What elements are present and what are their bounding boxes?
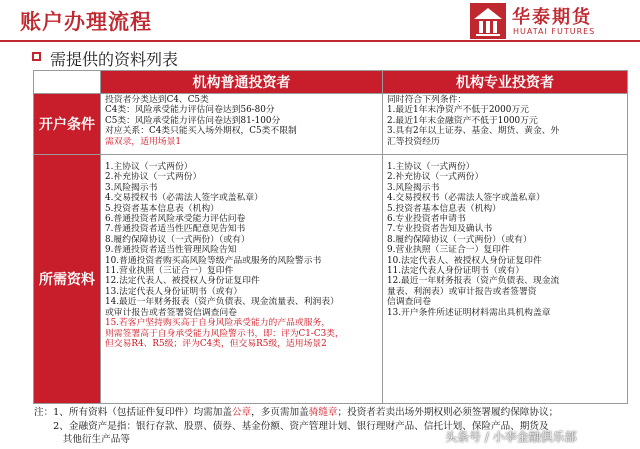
text-line: 8.履约保障协议（一式两份）（或有） xyxy=(105,234,250,245)
text-line: 4.交易授权书（必需法人签字或盖私章） xyxy=(387,193,545,204)
note-text: 2、金融资产是指：银行存款、股票、债券、基金份额、资产管理计划、银行理财产品、信托计划、保险产品、期货及 xyxy=(34,420,549,432)
text-line: 7.普通投资者适当性匹配意见告知书 xyxy=(105,224,246,235)
text-line: 3.具有2年以上证券、基金、期货、黄金、外 xyxy=(387,126,560,137)
text-line: 或审计报告或者签署资信调查问卷 xyxy=(105,307,237,318)
text-line: 11.法定代表人身份证明书（或有） xyxy=(387,266,525,277)
conditions-professional-cell xyxy=(382,93,628,155)
note-highlight: 公章 xyxy=(231,407,252,418)
text-line: 量表、利润表）或审计报告或者签署资 xyxy=(387,286,537,297)
section-title: 需提供的资料列表 xyxy=(50,50,179,69)
text-line-highlight: 15.若客户坚持购买高于自身风险承受能力的产品或服务， xyxy=(105,318,331,329)
text-line: 2.补充协议（一式两份） xyxy=(105,172,202,183)
text-line: 2.最近1年末金融资产不低于1000万元 xyxy=(387,115,538,126)
col-header-ordinary: 机构普通投资者 xyxy=(100,70,383,94)
text-line: 5.投资者基本信息表（机构） xyxy=(105,203,219,214)
square-bullet-icon xyxy=(32,52,41,61)
requirements-table xyxy=(33,70,628,404)
row-header-conditions: 开户条件 xyxy=(33,93,101,155)
text-line: 14.最近一年财务报表（资产负债表、现金流量表、利润表） xyxy=(105,297,339,308)
text-line: 信调查问卷 xyxy=(387,297,431,308)
note-text: 注：1、所有资料（包括证件复印件）均需加盖 xyxy=(34,407,232,418)
text-line: 10.普通投资者购买高风险等级产品或服务的风险警示书 xyxy=(105,255,322,266)
text-line: 13.法定代表人身份证明书（或有） xyxy=(105,286,243,297)
text-line: 13.开户条件所述证明材料需出具机构盖章 xyxy=(387,307,551,318)
row-header-materials: 所需资料 xyxy=(33,154,101,404)
title-divider xyxy=(0,40,640,42)
text-line: 9.普通投资者适当性管理风险告知 xyxy=(105,245,237,256)
text-line: 9.营业执照（三证合一）复印件 xyxy=(387,245,510,256)
brand-name-en: HUATAI FUTURES xyxy=(513,27,596,36)
note-highlight: 骑缝章 xyxy=(308,407,338,418)
text-line: 1.主协议（一式两份） xyxy=(105,162,193,172)
text-line: C4类：风险承受能力评估问卷达到56-80分 xyxy=(105,105,275,116)
huatai-logo-icon xyxy=(470,3,506,39)
text-line: 5.投资者基本信息表（机构） xyxy=(387,203,501,214)
footnote-line-1 xyxy=(34,406,634,420)
table-corner-cell xyxy=(33,70,101,94)
note-text: ，多页需加盖 xyxy=(251,407,309,418)
text-line: 汇等投资经历 xyxy=(387,136,440,147)
text-line: 投资者分类达到C4、C5类 xyxy=(105,95,209,105)
materials-ordinary-cell xyxy=(100,154,383,404)
note-text: ；投资者若卖出场外期权则必须签署履约保障协议； xyxy=(337,407,559,418)
text-line: 6.普通投资者风险承受能力评估问卷 xyxy=(105,214,246,225)
page-title: 账户办理流程 xyxy=(20,10,152,34)
col-header-professional: 机构专业投资者 xyxy=(382,70,628,94)
conditions-ordinary-cell xyxy=(100,93,383,155)
text-line: 4.交易授权书（必需法人签字或盖私章） xyxy=(105,193,263,204)
materials-professional-cell xyxy=(382,154,628,404)
text-line: 3.风险揭示书 xyxy=(105,182,158,193)
watermark: 头条号 / 小李金融俱乐部 xyxy=(445,430,577,444)
text-line: 12.法定代表人、被授权人身份证复印件 xyxy=(105,276,260,287)
text-line: 11.营业执照（三证合一）复印件 xyxy=(105,266,234,277)
text-line: 对应关系：C4类只能买入场外期权，C5类不限制 xyxy=(105,126,297,137)
text-line: 3.风险揭示书 xyxy=(387,182,440,193)
text-line: 2.补充协议（一式两份） xyxy=(387,172,484,183)
brand-name-cn: 华泰期货 xyxy=(512,7,592,28)
text-line-highlight: 需双录，适用场景1 xyxy=(105,136,181,147)
brand-logo xyxy=(470,3,635,39)
text-line: 同时符合下列条件： xyxy=(387,95,467,105)
text-line: 6.专业投资者申请书 xyxy=(387,214,466,225)
text-line-highlight: 但交易R4、R5级；评为C4类，但交易R5级，适用场景2 xyxy=(105,338,327,349)
text-line: 10.法定代表人、被授权人身份证复印件 xyxy=(387,255,542,266)
text-line: C5类：风险承受能力评估问卷达到81-100分 xyxy=(105,115,281,126)
text-line: 8.履约保障协议（一式两份）（或有） xyxy=(387,234,532,245)
text-line: 12.最近一年财务报表（资产负债表、现金流 xyxy=(387,276,560,287)
text-line: 1.主协议（一式两份） xyxy=(387,162,475,172)
text-line-highlight: 则需签署高于自身承受能力风险警示书，即：评为C1-C3类， xyxy=(105,328,344,339)
text-line: 7.专业投资者告知及确认书 xyxy=(387,224,493,235)
text-line: 1.最近1年末净资产不低于2000万元 xyxy=(387,105,529,116)
note-text: 其他衍生产品等 xyxy=(34,434,130,446)
